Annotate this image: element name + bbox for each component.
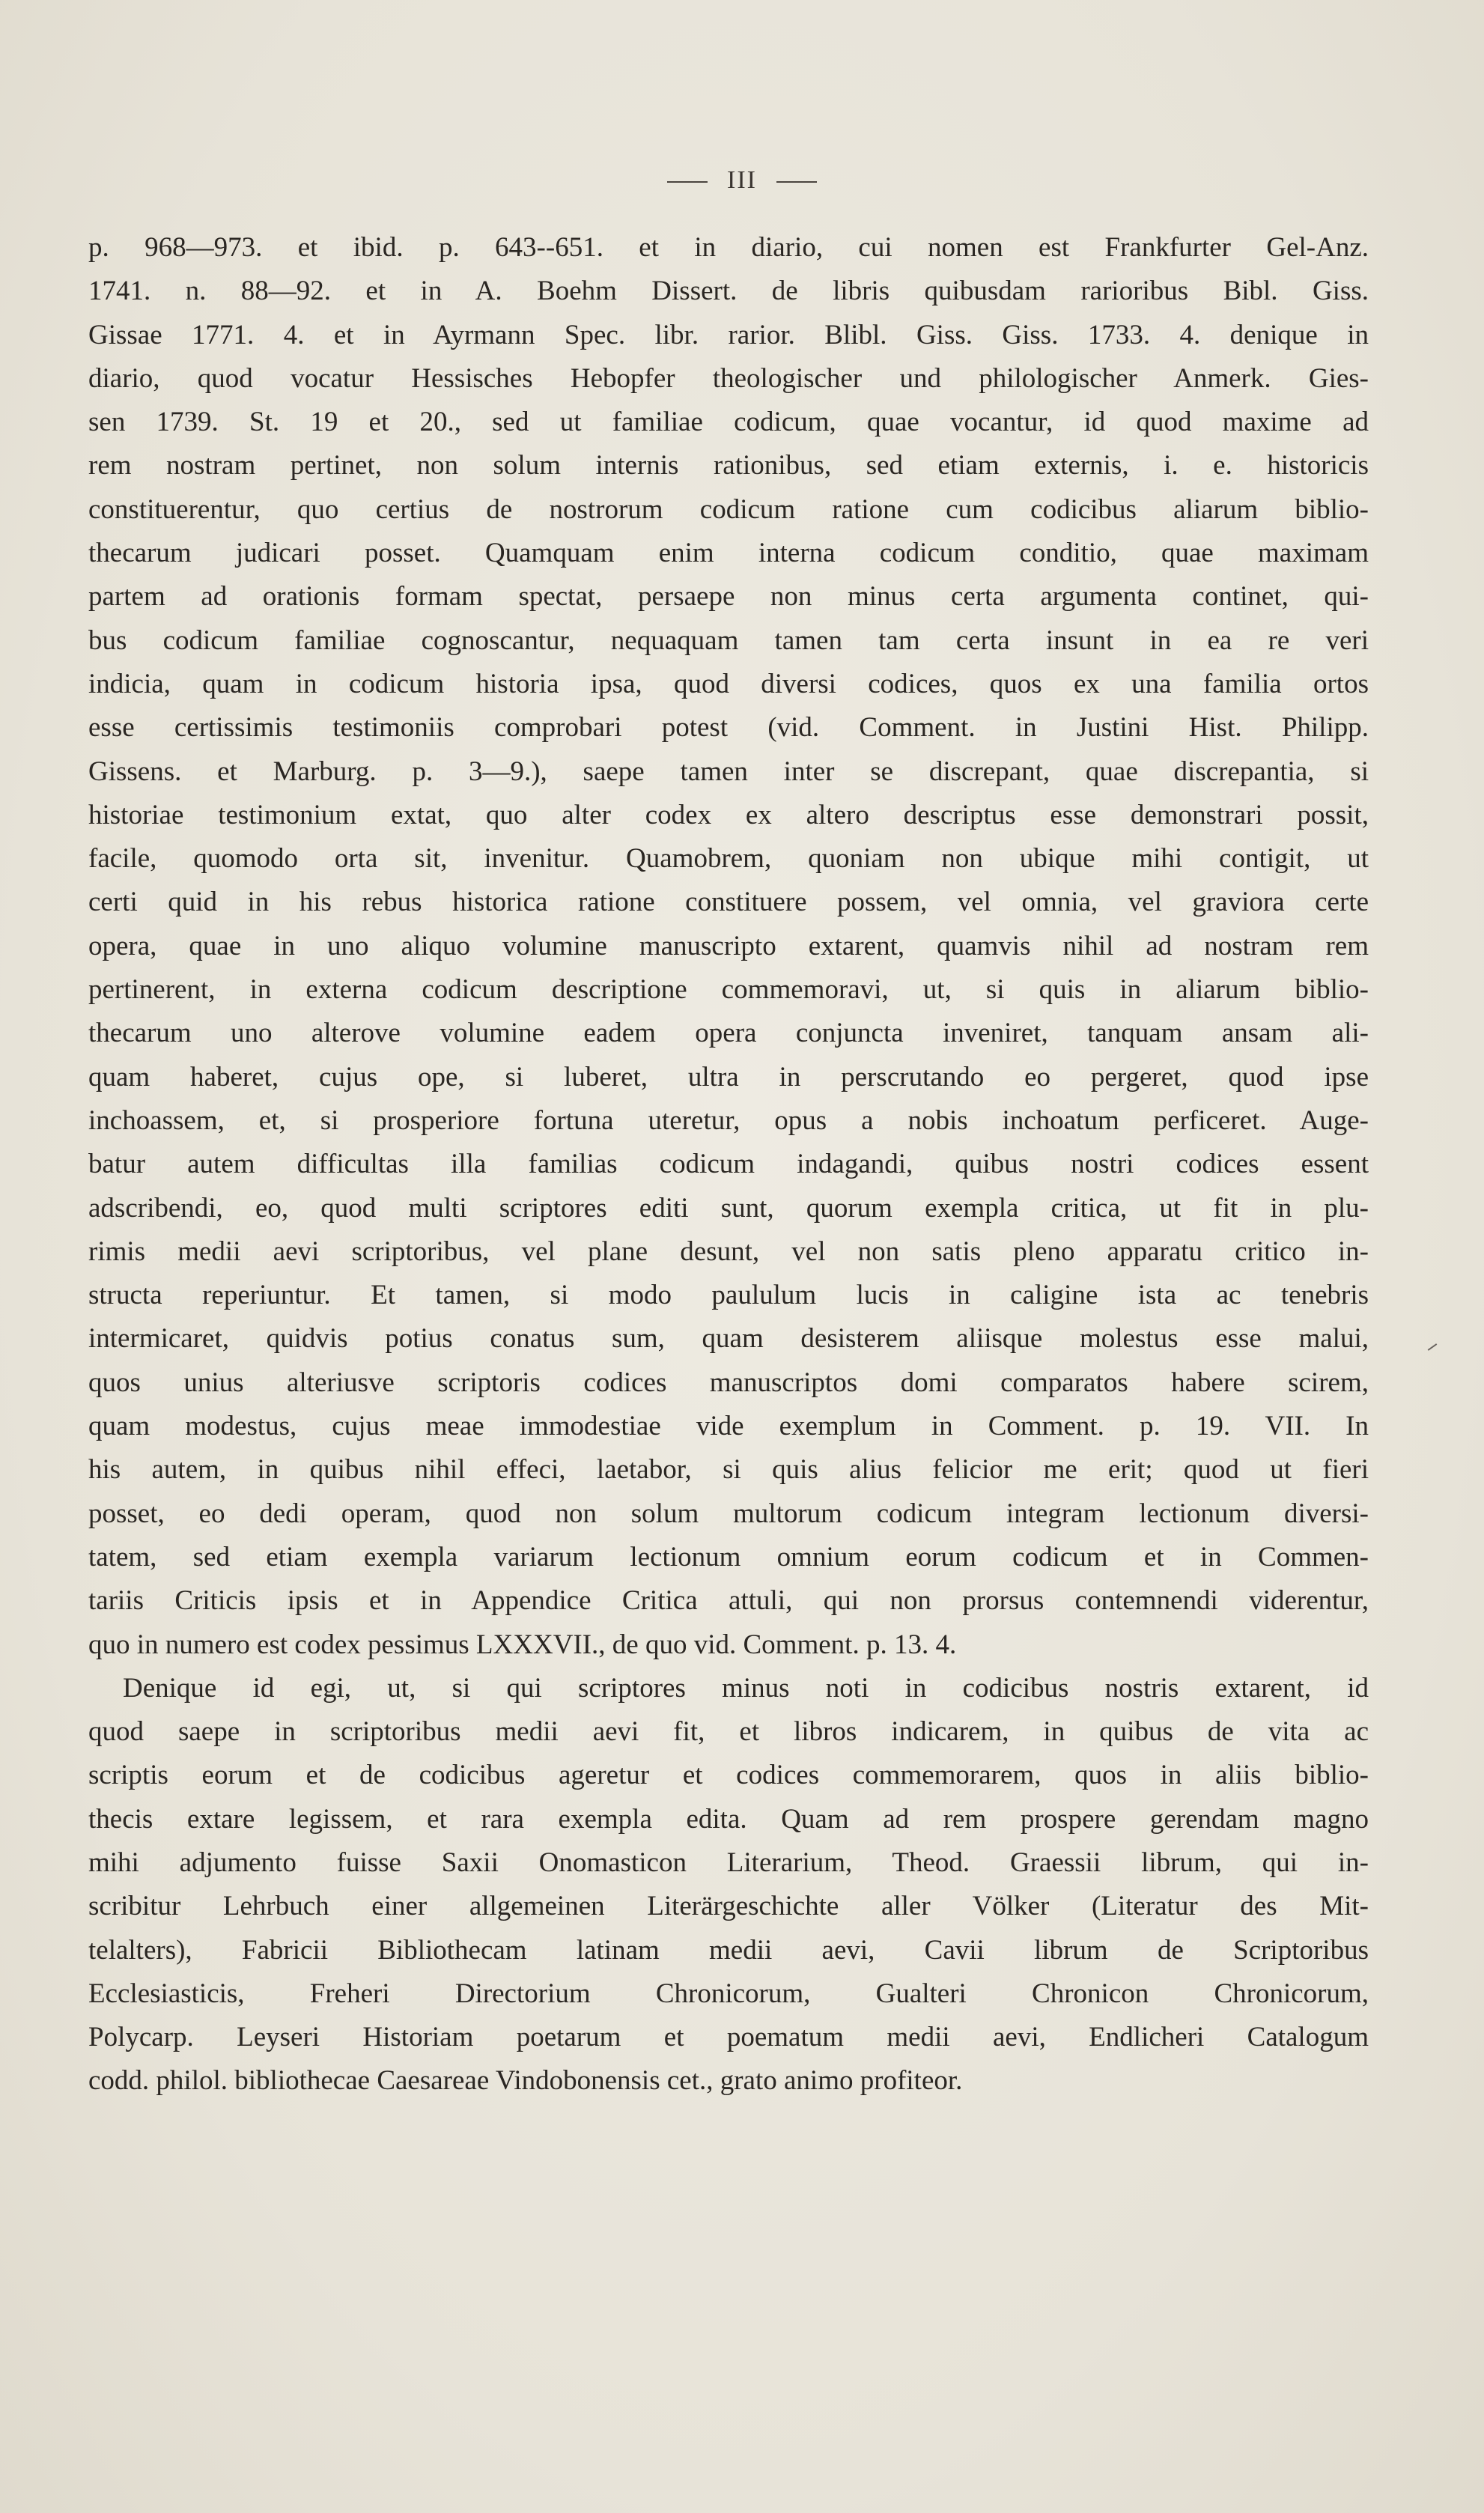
text-line: structa reperiuntur. Et tamen, si modo paululum lucis in caligine ista ac tenebris xyxy=(88,1280,1369,1311)
text-line: batur autem difficultas illa familias codicum indagandi, quibus nostri codices essent xyxy=(88,1149,1369,1180)
header-dash-right xyxy=(776,181,817,183)
text-line: bus codicum familiae cognoscantur, nequaquam tamen tam certa insunt in ea re veri xyxy=(88,625,1369,656)
text-line: opera, quae in uno aliquo volumine manuscripto extarent, quamvis nihil ad nostram rem xyxy=(88,930,1369,961)
text-line: facile, quomodo orta sit, invenitur. Quamobrem, quoniam non ubique mihi contigit, ut xyxy=(88,843,1369,875)
text-line: indicia, quam in codicum historia ipsa, quod diversi codices, quos ex una familia ortos xyxy=(88,668,1369,699)
text-line: Denique id egi, ut, si qui scriptores minus noti in codicibus nostris extarent, id xyxy=(123,1672,1369,1704)
text-line: tariis Criticis ipsis et in Appendice Critica attuli, qui non prorsus contemnendi viderentur, xyxy=(88,1585,1369,1617)
text-line: posset, eo dedi operam, quod non solum multorum codicum integram lectionum diversi- xyxy=(88,1498,1369,1529)
text-line: p. 968—973. et ibid. p. 643--651. et in diario, cui nomen est Frankfurter Gel-Anz. xyxy=(88,232,1369,263)
text-line: Gissens. et Marburg. p. 3—9.), saepe tamen inter se discrepant, quae discrepantia, si xyxy=(88,756,1369,787)
text-line: Polycarp. Leyseri Historiam poetarum et poematum medii aevi, Endlicheri Catalogum xyxy=(88,2022,1369,2053)
text-line: Gissae 1771. 4. et in Ayrmann Spec. libr. rarior. Blibl. Giss. Giss. 1733. 4. denique in xyxy=(88,319,1369,350)
text-line: historiae testimonium extat, quo alter codex ex altero descriptus esse demonstrari possit, xyxy=(88,799,1369,830)
text-line: mihi adjumento fuisse Saxii Onomasticon Literarium, Theod. Graessii librum, qui in- xyxy=(88,1847,1369,1878)
header-dash-left xyxy=(667,181,708,183)
margin-mark xyxy=(1428,1343,1438,1351)
text-line: quam modestus, cujus meae immodestiae vide exemplum in Comment. p. 19. VII. In xyxy=(88,1411,1369,1442)
text-line: intermicaret, quidvis potius conatus sum, quam desisterem aliisque molestus esse malui, xyxy=(88,1323,1369,1355)
text-line: thecarum judicari posset. Quamquam enim interna codicum conditio, quae maximam xyxy=(88,538,1369,569)
text-line: quam haberet, cujus ope, si luberet, ultra in perscrutando eo pergeret, quod ipse xyxy=(88,1061,1369,1093)
text-line: adscribendi, eo, quod multi scriptores editi sunt, quorum exempla critica, ut fit in plu- xyxy=(88,1192,1369,1224)
text-line: 1741. n. 88—92. et in A. Boehm Dissert. de libris quibusdam rarioribus Bibl. Giss. xyxy=(88,276,1369,307)
text-line: certi quid in his rebus historica ratione constituere possem, vel omnia, vel graviora certe xyxy=(88,887,1369,918)
text-line: scriptis eorum et de codicibus ageretur et codices commemorarem, quos in aliis biblio- xyxy=(88,1760,1369,1791)
text-line: telalters), Fabricii Bibliothecam latinam medii aevi, Cavii librum de Scriptoribus xyxy=(88,1934,1369,1966)
text-line: pertinerent, in externa codicum descriptione commemoravi, ut, si quis in aliarum biblio- xyxy=(88,974,1369,1006)
text-line: quo in numero est codex pessimus LXXXVII., de quo vid. Comment. p. 13. 4. xyxy=(88,1629,957,1660)
page-number: III xyxy=(727,166,757,194)
page-header xyxy=(0,166,1484,195)
text-line: thecis extare legissem, et rara exempla edita. Quam ad rem prospere gerendam magno xyxy=(88,1803,1369,1835)
text-line: sen 1739. St. 19 et 20., sed ut familiae codicum, quae vocantur, id quod maxime ad xyxy=(88,407,1369,438)
text-line: rimis medii aevi scriptoribus, vel plane desunt, vel non satis pleno apparatu critico in- xyxy=(88,1236,1369,1267)
text-line: quos unius alteriusve scriptoris codices manuscriptos domi comparatos habere scirem, xyxy=(88,1367,1369,1398)
text-line: quod saepe in scriptoribus medii aevi fit, et libros indicarem, in quibus de vita ac xyxy=(88,1716,1369,1748)
text-line: diario, quod vocatur Hessisches Hebopfer theologischer und philologischer Anmerk. Gies- xyxy=(88,362,1369,394)
text-line: partem ad orationis formam spectat, persaepe non minus certa argumenta continet, qui- xyxy=(88,581,1369,613)
text-line: esse certissimis testimoniis comprobari potest (vid. Comment. in Justini Hist. Philipp. xyxy=(88,712,1369,744)
text-line: rem nostram pertinet, non solum internis rationibus, sed etiam externis, i. e. historicis xyxy=(88,450,1369,481)
body-text xyxy=(88,226,1369,2103)
text-line: thecarum uno alterove volumine eadem opera conjuncta inveniret, tanquam ansam ali- xyxy=(88,1018,1369,1049)
text-line: Ecclesiasticis, Freheri Directorium Chronicorum, Gualteri Chronicon Chronicorum, xyxy=(88,1978,1369,2009)
text-line: his autem, in quibus nihil effeci, laetabor, si quis alius felicior me erit; quod ut fieri xyxy=(88,1454,1369,1486)
text-line: constituerentur, quo certius de nostrorum codicum ratione cum codicibus aliarum biblio- xyxy=(88,493,1369,525)
text-line: codd. philol. bibliothecae Caesareae Vindobonensis cet., grato animo profiteor. xyxy=(88,2065,963,2097)
text-line: scribitur Lehrbuch einer allgemeinen Literärgeschichte aller Völker (Literatur des Mit- xyxy=(88,1891,1369,1922)
text-line: inchoassem, et, si prosperiore fortuna uteretur, opus a nobis inchoatum perficeret. Auge- xyxy=(88,1104,1369,1136)
text-line: tatem, sed etiam exempla variarum lectionum omnium eorum codicum et in Commen- xyxy=(88,1541,1369,1572)
